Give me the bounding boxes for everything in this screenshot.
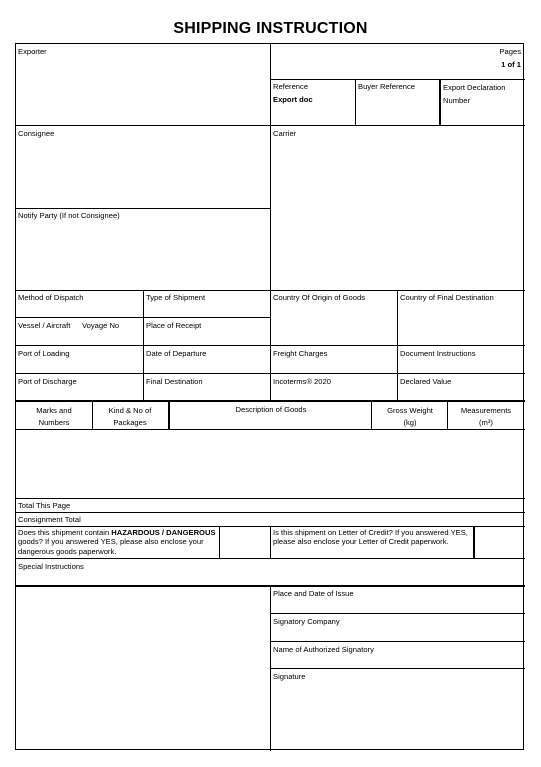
notify-party-label: Notify Party (If not Consignee) bbox=[18, 211, 120, 220]
divider bbox=[270, 668, 525, 669]
method-of-dispatch-label: Method of Dispatch bbox=[18, 293, 84, 302]
consignee-label: Consignee bbox=[18, 129, 55, 138]
divider bbox=[270, 526, 271, 558]
type-of-shipment-label: Type of Shipment bbox=[146, 293, 206, 302]
port-of-loading-label: Port of Loading bbox=[18, 349, 70, 358]
divider bbox=[270, 613, 525, 614]
divider bbox=[447, 401, 448, 429]
divider bbox=[16, 558, 525, 559]
divider bbox=[355, 79, 356, 125]
document-instructions-label: Document Instructions bbox=[400, 349, 476, 358]
signatory-company-label: Signatory Company bbox=[273, 617, 340, 626]
letter-of-credit-question: Is this shipment on Letter of Credit? If you answered YES, please also enclose your Letter of Credit paperwork. bbox=[273, 528, 468, 547]
place-of-receipt-label: Place of Receipt bbox=[146, 321, 202, 330]
divider bbox=[92, 401, 93, 429]
country-of-origin-label: Country Of Origin of Goods bbox=[273, 293, 366, 302]
divider bbox=[270, 586, 271, 751]
col-gross-weight: Gross Weight (kg) bbox=[387, 406, 433, 427]
divider bbox=[473, 526, 475, 558]
place-date-issue-label: Place and Date of Issue bbox=[273, 589, 354, 598]
carrier-label: Carrier bbox=[273, 129, 297, 138]
divider bbox=[168, 401, 170, 429]
divider bbox=[16, 498, 525, 499]
divider bbox=[270, 44, 271, 401]
buyer-reference-label: Buyer Reference bbox=[358, 82, 415, 91]
reference-label: Reference bbox=[273, 82, 309, 91]
reference-value: Export doc bbox=[273, 95, 313, 104]
divider bbox=[270, 641, 525, 642]
col-description: Description of Goods bbox=[235, 405, 307, 414]
divider bbox=[219, 526, 220, 558]
shipping-instruction-form bbox=[15, 43, 524, 750]
divider bbox=[143, 290, 144, 401]
total-this-page-label: Total This Page bbox=[18, 501, 71, 510]
col-marks-numbers: Marks and Numbers bbox=[36, 406, 72, 427]
exporter-label: Exporter bbox=[18, 47, 47, 56]
form-title: SHIPPING INSTRUCTION bbox=[173, 20, 368, 37]
divider bbox=[439, 79, 441, 125]
voyage-no-label: Voyage No bbox=[82, 321, 120, 330]
declared-value-label: Declared Value bbox=[400, 377, 452, 386]
signature-label: Signature bbox=[273, 672, 306, 681]
date-of-departure-label: Date of Departure bbox=[146, 349, 207, 358]
col-kind-packages: Kind & No of Packages bbox=[108, 406, 152, 427]
port-of-discharge-label: Port of Discharge bbox=[18, 377, 77, 386]
authorized-signatory-label: Name of Authorized Signatory bbox=[273, 645, 374, 654]
consignment-total-label: Consignment Total bbox=[18, 515, 81, 524]
divider bbox=[397, 290, 398, 401]
divider bbox=[16, 512, 525, 513]
final-destination-label: Final Destination bbox=[146, 377, 203, 386]
special-instructions-label: Special Instructions bbox=[18, 562, 84, 571]
vessel-aircraft-label: Vessel / Aircraft bbox=[18, 321, 71, 330]
incoterms-label: Incoterms® 2020 bbox=[273, 377, 331, 386]
divider bbox=[16, 429, 525, 430]
freight-charges-label: Freight Charges bbox=[273, 349, 328, 358]
export-declaration-label: Export Declaration Number bbox=[443, 83, 506, 105]
col-measurements: Measurements (m³) bbox=[460, 406, 512, 427]
pages-label: Pages bbox=[499, 47, 521, 56]
divider bbox=[16, 208, 270, 209]
divider bbox=[270, 79, 525, 80]
divider bbox=[371, 401, 372, 429]
pages-value: 1 of 1 bbox=[501, 60, 521, 69]
country-final-destination-label: Country of Final Destination bbox=[400, 293, 494, 302]
hazardous-question: Does this shipment contain HAZARDOUS / DANGEROUS goods? If you answered YES, please also enclose your dangerous goods paperwork. bbox=[18, 528, 216, 556]
